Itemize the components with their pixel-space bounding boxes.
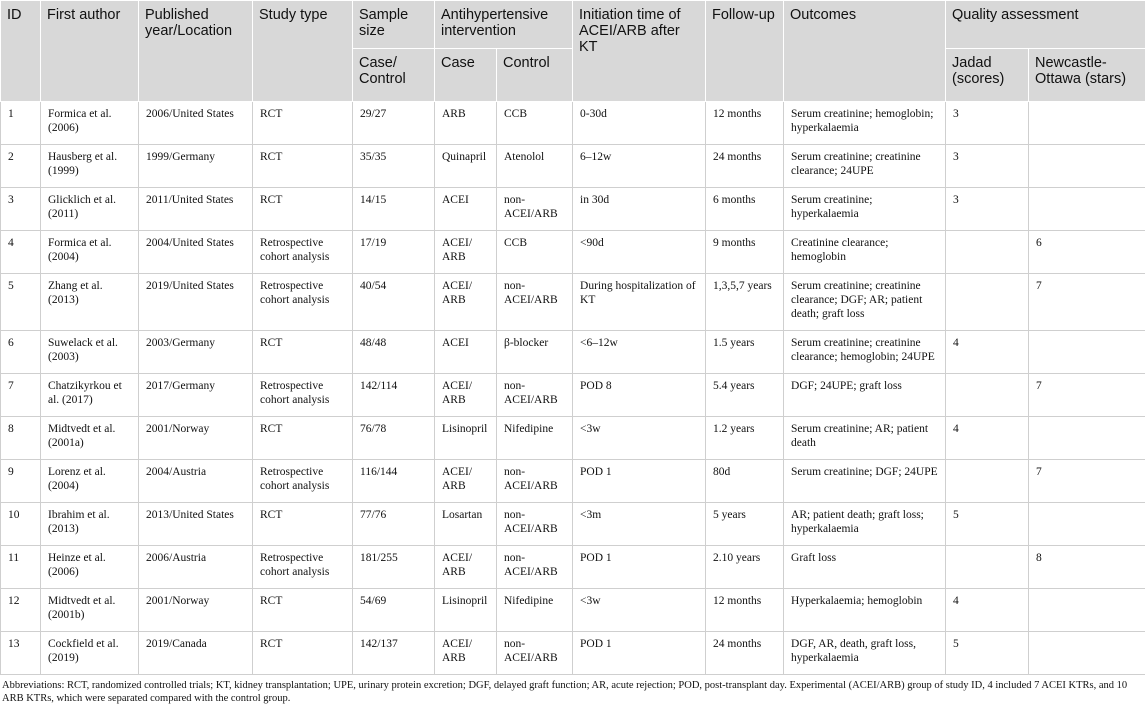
followup-cell: 6 months (706, 188, 784, 231)
id-cell: 5 (1, 274, 41, 331)
initiation-cell: POD 1 (573, 546, 706, 589)
id-cell: 11 (1, 546, 41, 589)
published-cell: 2011/United States (139, 188, 253, 231)
header-id: ID (1, 1, 41, 102)
initiation-cell: <3w (573, 589, 706, 632)
followup-cell: 12 months (706, 589, 784, 632)
header-study-type: Study type (253, 1, 353, 102)
table-row (1, 331, 1145, 374)
outcomes-cell: Serum creatinine; hemoglobin; hyperkalaemia (784, 102, 946, 145)
author-cell: Formica et al. (2006) (41, 102, 139, 145)
jadad-cell (946, 460, 1029, 503)
case-cell: ARB (435, 102, 497, 145)
author-cell: Ibrahim et al. (2013) (41, 503, 139, 546)
jadad-cell (946, 231, 1029, 274)
followup-cell: 80d (706, 460, 784, 503)
control-cell: non-ACEI/ARB (497, 188, 573, 231)
newcastle-cell: 8 (1029, 546, 1145, 589)
followup-cell: 9 months (706, 231, 784, 274)
header-published: Published year/Location (139, 1, 253, 102)
control-cell: β-blocker (497, 331, 573, 374)
table-row (1, 460, 1145, 503)
outcomes-cell: AR; patient death; graft loss; hyperkalaemia (784, 503, 946, 546)
newcastle-cell (1029, 102, 1145, 145)
followup-cell: 5 years (706, 503, 784, 546)
sample-size-cell: 76/78 (353, 417, 435, 460)
published-cell: 2019/United States (139, 274, 253, 331)
newcastle-cell (1029, 589, 1145, 632)
case-cell: ACEI (435, 331, 497, 374)
table-row (1, 374, 1145, 417)
author-cell: Cockfield et al. (2019) (41, 632, 139, 675)
newcastle-cell (1029, 632, 1145, 675)
newcastle-cell (1029, 188, 1145, 231)
control-cell: Atenolol (497, 145, 573, 188)
published-cell: 2001/Norway (139, 417, 253, 460)
author-cell: Midtvedt et al. (2001b) (41, 589, 139, 632)
followup-cell: 24 months (706, 145, 784, 188)
sample-size-cell: 116/144 (353, 460, 435, 503)
control-cell: non-ACEI/ARB (497, 374, 573, 417)
newcastle-cell (1029, 145, 1145, 188)
id-cell: 4 (1, 231, 41, 274)
case-cell: ACEI/ ARB (435, 546, 497, 589)
header-intervention: Antihypertensive intervention (435, 1, 573, 49)
followup-cell: 1.2 years (706, 417, 784, 460)
case-cell: Lisinopril (435, 589, 497, 632)
initiation-cell: POD 8 (573, 374, 706, 417)
id-cell: 2 (1, 145, 41, 188)
newcastle-cell: 7 (1029, 460, 1145, 503)
newcastle-cell: 7 (1029, 274, 1145, 331)
author-cell: Lorenz et al. (2004) (41, 460, 139, 503)
sample-size-cell: 48/48 (353, 331, 435, 374)
outcomes-cell: Hyperkalaemia; hemoglobin (784, 589, 946, 632)
header-initiation: Initiation time of ACEI/ARB after KT (573, 1, 706, 102)
sample-size-cell: 14/15 (353, 188, 435, 231)
newcastle-cell (1029, 503, 1145, 546)
study-type-cell: RCT (253, 632, 353, 675)
outcomes-cell: Serum creatinine; hyperkalaemia (784, 188, 946, 231)
followup-cell: 5.4 years (706, 374, 784, 417)
study-type-cell: RCT (253, 188, 353, 231)
table-row (1, 102, 1145, 145)
control-cell: non-ACEI/ARB (497, 460, 573, 503)
published-cell: 2006/Austria (139, 546, 253, 589)
study-type-cell: RCT (253, 145, 353, 188)
control-cell: non-ACEI/ARB (497, 546, 573, 589)
header-followup: Follow-up (706, 1, 784, 102)
initiation-cell: <3m (573, 503, 706, 546)
case-cell: ACEI/ ARB (435, 632, 497, 675)
published-cell: 2004/Austria (139, 460, 253, 503)
header-newcastle: Newcastle-Ottawa (stars) (1029, 49, 1145, 102)
header-case: Case (435, 49, 497, 102)
study-type-cell: RCT (253, 589, 353, 632)
study-type-cell: Retrospective cohort analysis (253, 546, 353, 589)
control-cell: CCB (497, 102, 573, 145)
control-cell: non-ACEI/ARB (497, 503, 573, 546)
case-cell: ACEI/ ARB (435, 460, 497, 503)
study-type-cell: RCT (253, 417, 353, 460)
id-cell: 6 (1, 331, 41, 374)
control-cell: Nifedipine (497, 589, 573, 632)
jadad-cell: 5 (946, 632, 1029, 675)
newcastle-cell: 6 (1029, 231, 1145, 274)
study-type-cell: Retrospective cohort analysis (253, 460, 353, 503)
study-type-cell: Retrospective cohort analysis (253, 374, 353, 417)
table-row (1, 231, 1145, 274)
jadad-cell: 3 (946, 145, 1029, 188)
published-cell: 2017/Germany (139, 374, 253, 417)
newcastle-cell (1029, 331, 1145, 374)
initiation-cell: <6–12w (573, 331, 706, 374)
header-jadad: Jadad (scores) (946, 49, 1029, 102)
id-cell: 13 (1, 632, 41, 675)
case-cell: ACEI (435, 188, 497, 231)
id-cell: 9 (1, 460, 41, 503)
initiation-cell: <3w (573, 417, 706, 460)
case-cell: ACEI/ ARB (435, 274, 497, 331)
outcomes-cell: Serum creatinine; creatinine clearance; hemoglobin; 24UPE (784, 331, 946, 374)
published-cell: 2001/Norway (139, 589, 253, 632)
id-cell: 10 (1, 503, 41, 546)
jadad-cell: 4 (946, 331, 1029, 374)
published-cell: 2019/Canada (139, 632, 253, 675)
followup-cell: 24 months (706, 632, 784, 675)
sample-size-cell: 181/255 (353, 546, 435, 589)
table-row (1, 546, 1145, 589)
table-row (1, 503, 1145, 546)
published-cell: 1999/Germany (139, 145, 253, 188)
study-type-cell: Retrospective cohort analysis (253, 231, 353, 274)
outcomes-cell: Serum creatinine; creatinine clearance; DGF; AR; patient death; graft loss (784, 274, 946, 331)
sample-size-cell: 142/114 (353, 374, 435, 417)
header-sample-size: Sample size (353, 1, 435, 49)
jadad-cell: 4 (946, 417, 1029, 460)
author-cell: Formica et al. (2004) (41, 231, 139, 274)
followup-cell: 12 months (706, 102, 784, 145)
author-cell: Chatzikyrkou et al. (2017) (41, 374, 139, 417)
initiation-cell: 6–12w (573, 145, 706, 188)
newcastle-cell: 7 (1029, 374, 1145, 417)
outcomes-cell: DGF; 24UPE; graft loss (784, 374, 946, 417)
author-cell: Hausberg et al. (1999) (41, 145, 139, 188)
table-body (1, 102, 1145, 675)
author-cell: Midtvedt et al. (2001a) (41, 417, 139, 460)
outcomes-cell: Graft loss (784, 546, 946, 589)
case-cell: ACEI/ ARB (435, 374, 497, 417)
outcomes-cell: Serum creatinine; AR; patient death (784, 417, 946, 460)
jadad-cell: 4 (946, 589, 1029, 632)
study-type-cell: RCT (253, 331, 353, 374)
header-case-control: Case/ Control (353, 49, 435, 102)
outcomes-cell: DGF, AR, death, graft loss, hyperkalaemia (784, 632, 946, 675)
header-quality: Quality assessment (946, 1, 1145, 49)
published-cell: 2004/United States (139, 231, 253, 274)
published-cell: 2006/United States (139, 102, 253, 145)
author-cell: Heinze et al. (2006) (41, 546, 139, 589)
study-type-cell: Retrospective cohort analysis (253, 274, 353, 331)
id-cell: 1 (1, 102, 41, 145)
jadad-cell: 5 (946, 503, 1029, 546)
initiation-cell: POD 1 (573, 460, 706, 503)
newcastle-cell (1029, 417, 1145, 460)
jadad-cell (946, 274, 1029, 331)
sample-size-cell: 40/54 (353, 274, 435, 331)
outcomes-cell: Serum creatinine; DGF; 24UPE (784, 460, 946, 503)
case-cell: Quinapril (435, 145, 497, 188)
table-row (1, 274, 1145, 331)
table-row (1, 145, 1145, 188)
sample-size-cell: 142/137 (353, 632, 435, 675)
header-control: Control (497, 49, 573, 102)
jadad-cell: 3 (946, 188, 1029, 231)
jadad-cell: 3 (946, 102, 1029, 145)
published-cell: 2003/Germany (139, 331, 253, 374)
outcomes-cell: Creatinine clearance; hemoglobin (784, 231, 946, 274)
sample-size-cell: 35/35 (353, 145, 435, 188)
author-cell: Glicklich et al. (2011) (41, 188, 139, 231)
control-cell: Nifedipine (497, 417, 573, 460)
followup-cell: 2.10 years (706, 546, 784, 589)
outcomes-cell: Serum creatinine; creatinine clearance; 24UPE (784, 145, 946, 188)
sample-size-cell: 29/27 (353, 102, 435, 145)
followup-cell: 1.5 years (706, 331, 784, 374)
initiation-cell: <90d (573, 231, 706, 274)
sample-size-cell: 77/76 (353, 503, 435, 546)
control-cell: non-ACEI/ARB (497, 632, 573, 675)
initiation-cell: in 30d (573, 188, 706, 231)
followup-cell: 1,3,5,7 years (706, 274, 784, 331)
initiation-cell: During hospitalization of KT (573, 274, 706, 331)
jadad-cell (946, 374, 1029, 417)
table-header (1, 1, 1145, 102)
jadad-cell (946, 546, 1029, 589)
table-row (1, 632, 1145, 675)
header-first-author: First author (41, 1, 139, 102)
study-type-cell: RCT (253, 102, 353, 145)
case-cell: ACEI/ ARB (435, 231, 497, 274)
case-cell: Losartan (435, 503, 497, 546)
sample-size-cell: 54/69 (353, 589, 435, 632)
study-type-cell: RCT (253, 503, 353, 546)
initiation-cell: 0-30d (573, 102, 706, 145)
author-cell: Suwelack et al. (2003) (41, 331, 139, 374)
table-row (1, 417, 1145, 460)
case-cell: Lisinopril (435, 417, 497, 460)
table-row (1, 589, 1145, 632)
id-cell: 8 (1, 417, 41, 460)
id-cell: 12 (1, 589, 41, 632)
control-cell: CCB (497, 231, 573, 274)
header-outcomes: Outcomes (784, 1, 946, 102)
table-row (1, 188, 1145, 231)
published-cell: 2013/United States (139, 503, 253, 546)
author-cell: Zhang et al. (2013) (41, 274, 139, 331)
id-cell: 3 (1, 188, 41, 231)
sample-size-cell: 17/19 (353, 231, 435, 274)
initiation-cell: POD 1 (573, 632, 706, 675)
control-cell: non-ACEI/ARB (497, 274, 573, 331)
id-cell: 7 (1, 374, 41, 417)
table-footnote: Abbreviations: RCT, randomized controlled trials; KT, kidney transplantation; UPE, urinary protein excretion; DGF, delayed graft function; AR, acute rejection; POD, post-transplant day. Experimental (ACEI/ARB) group of study ID, 4 included 7 ACEI KTRs, and 10 ARB KTRs, which were separated compared with the control group. (2, 680, 1128, 704)
